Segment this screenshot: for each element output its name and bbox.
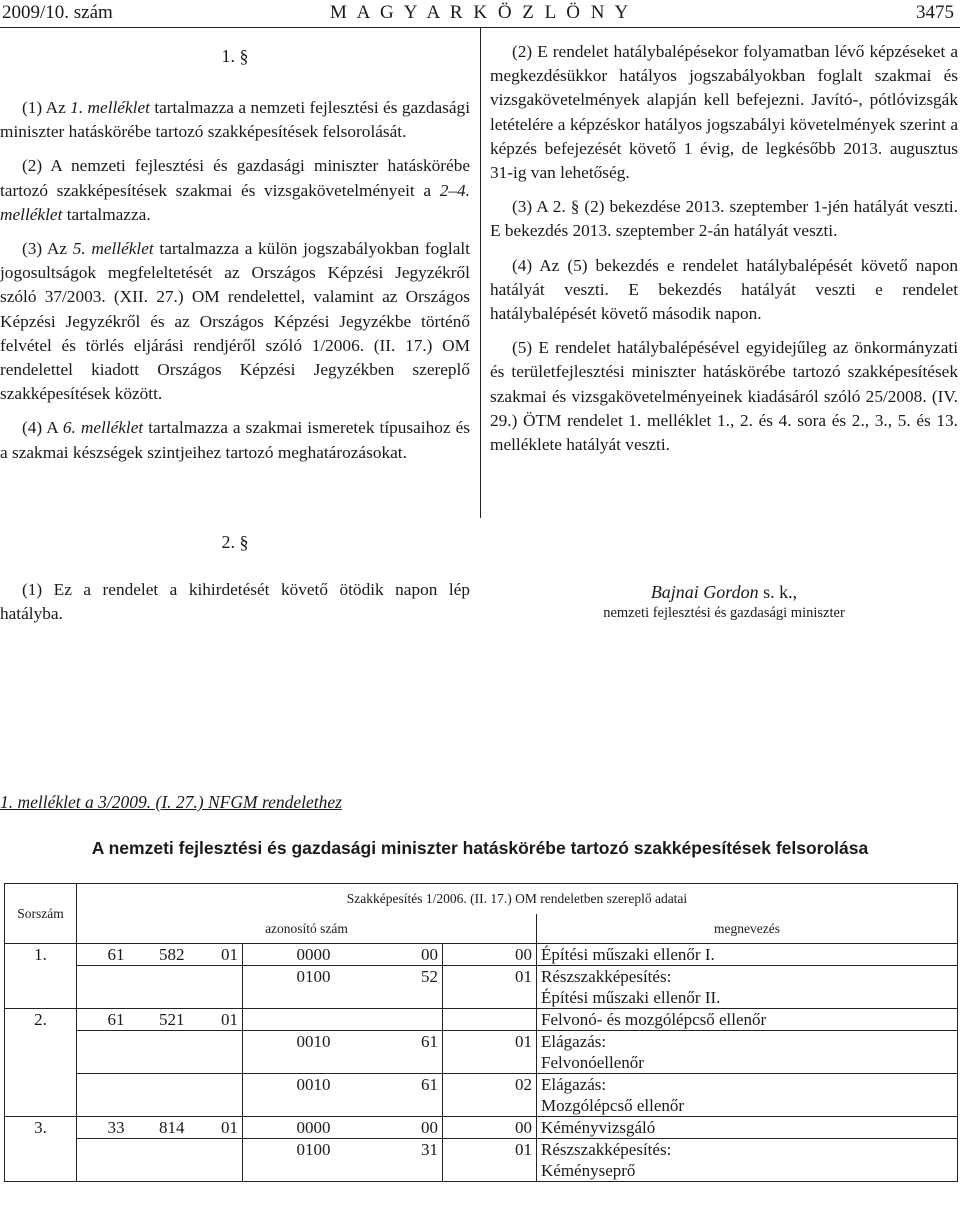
table-cell-name (537, 1117, 958, 1139)
section-1-para-3: (3) Az 5. melléklet tartalmazza a külön jogszabályokban foglalt jogosultságok megfeleltetését az Országos Képzési Jegyzékről szóló 37/2003. (XII. 27.) OM rendelettel, valamint az Országos Képzési Jegyzékről és az Országos Képzési Jegyzékbe történő felvétel és törlés eljárási rendjéről szóló 1/2006. (II. 17.) OM rendelettel kiadott Országos Képzési Jegyzékben szereplő szakképesítések között. (0, 239, 470, 404)
table-cell-n: 1. (5, 944, 77, 966)
qualification-name: Építési műszaki ellenőr I. (541, 945, 715, 964)
table-cell-a: 33 (77, 1117, 129, 1139)
col-header-azonosito: azonosító szám (77, 914, 537, 944)
annex-title: A nemzeti fejlesztési és gazdasági miniszter hatáskörébe tartozó szakképesítések felsorolása (91, 838, 869, 858)
col-header-sorszam: Sorszám (5, 884, 77, 944)
table-cell-n (5, 1074, 77, 1117)
table-cell-f: 00 (443, 1117, 537, 1139)
table-cell-b (129, 966, 189, 1009)
table-cell-a (77, 966, 129, 1009)
table-cell-f: 02 (443, 1074, 537, 1117)
table-row (5, 944, 958, 966)
table-cell-f: 01 (443, 1139, 537, 1182)
table-cell-f: 01 (443, 1031, 537, 1074)
annex-ref-5[interactable]: 5. melléklet (72, 239, 154, 259)
qualification-subname: Mozgólépcső ellenőr (541, 1096, 685, 1115)
section-1-para-1: (1) Az 1. melléklet tartalmazza a nemzeti fejlesztési és gazdasági miniszter hatáskörébe tartozó szakképesítések felsorolását. (0, 98, 470, 142)
table-cell-name (537, 1031, 958, 1074)
table-cell-e: 00 (335, 944, 443, 966)
table-cell-c (189, 1074, 243, 1117)
table-cell-name (537, 1139, 958, 1182)
table-row (5, 1074, 958, 1117)
table-cell-d (243, 1009, 335, 1031)
table-cell-e: 00 (335, 1117, 443, 1139)
table-cell-d: 0100 (243, 1139, 335, 1182)
table-cell-name (537, 944, 958, 966)
right-para-1: (2) E rendelet hatálybalépésekor folyamatban lévő képzéseket a megkezdésükkor hatályos jogszabályokban foglalt szakmai és vizsgakövetelmények alapján kell befejezni. Javító-, pótlóvizsgák letételére a képzéskor hatályos jogszabályi követelmények szerint a képzés befejezését követő 1 évig, de legkésőbb 2013. augusztus 31-ig van lehetőség. (490, 42, 958, 183)
table-cell-c (189, 966, 243, 1009)
table-row (5, 1139, 958, 1182)
table-cell-c: 01 (189, 1117, 243, 1139)
right-para-3: (4) Az (5) bekezdés e rendelet hatálybalépését követő napon hatályát veszti. E bekezdés hatályát veszti e rendelet hatálybalépését követő második napon. (490, 255, 958, 324)
right-para-2: (3) A 2. § (2) bekezdése 2013. szeptember 1-jén hatályát veszti. E bekezdés 2013. szeptember 2-án hatályát veszti. (490, 197, 958, 241)
qualification-name: Kéményvizsgáló (541, 1118, 656, 1137)
qualification-name: Elágazás: (541, 1075, 607, 1094)
table-cell-name (537, 1074, 958, 1117)
table-cell-n (5, 1139, 77, 1182)
table-cell-a (77, 1139, 129, 1182)
qualification-name: Részszakképesítés: (541, 1140, 672, 1159)
table-cell-e: 52 (335, 966, 443, 1009)
table-cell-f (443, 1009, 537, 1031)
signatory-title: nemzeti fejlesztési és gazdasági miniszter (603, 605, 845, 621)
table-cell-c: 01 (189, 944, 243, 966)
table-header-row-2 (5, 914, 958, 944)
table-cell-d: 0000 (243, 944, 335, 966)
table-header-row-1 (5, 884, 958, 914)
qualification-name: Részszakképesítés: (541, 967, 672, 986)
table-cell-a (77, 1031, 129, 1074)
table-cell-e (335, 1009, 443, 1031)
qualification-subname: Felvonóellenőr (541, 1053, 644, 1072)
section-2-para-1: (1) Ez a rendelet a kihirdetését követő ötödik napon lép hatályba. (0, 580, 470, 624)
table-cell-b (129, 1139, 189, 1182)
signature-block (490, 582, 958, 622)
table-cell-a (77, 1074, 129, 1117)
table-cell-f: 01 (443, 966, 537, 1009)
header-page-number: 3475 (916, 2, 954, 23)
right-column-body (490, 40, 958, 457)
table-row (5, 966, 958, 1009)
table-row (5, 1009, 958, 1031)
section-1-heading: 1. § (221, 46, 249, 66)
table-row (5, 1031, 958, 1074)
table-cell-n: 2. (5, 1009, 77, 1031)
section-2-heading: 2. § (221, 532, 249, 552)
table-cell-e: 31 (335, 1139, 443, 1182)
table-cell-a: 61 (77, 944, 129, 966)
table-cell-d: 0000 (243, 1117, 335, 1139)
table-cell-name (537, 1009, 958, 1031)
table-cell-e: 61 (335, 1074, 443, 1117)
qualification-subname: Építési műszaki ellenőr II. (541, 988, 721, 1007)
column-divider (480, 28, 481, 518)
table-cell-b (129, 1074, 189, 1117)
annex-ref-6[interactable]: 6. melléklet (62, 418, 144, 438)
table-cell-c: 01 (189, 1009, 243, 1031)
header-journal-title: M A G Y A R K Ö Z L Ö N Y (330, 2, 632, 23)
table-cell-n (5, 966, 77, 1009)
col-header-megnevezes: megnevezés (537, 914, 958, 944)
section-1-para-2: (2) A nemzeti fejlesztési és gazdasági miniszter hatáskörébe tartozó szakképesítések szakmai és vizsgakövetelményeit a 2–4. melléklet tartalmazza. (0, 156, 470, 224)
table-cell-b: 814 (129, 1117, 189, 1139)
table-cell-n (5, 1031, 77, 1074)
table-cell-c (189, 1031, 243, 1074)
annex-ref-1[interactable]: 1. melléklet (70, 98, 150, 117)
table-cell-n: 3. (5, 1117, 77, 1139)
qualification-name: Felvonó- és mozgólépcső ellenőr (541, 1010, 767, 1029)
qualification-subname: Kéményseprő (541, 1161, 636, 1180)
qualification-name: Elágazás: (541, 1032, 607, 1051)
annex-ref-2-4[interactable]: 2–4. melléklet (0, 180, 470, 224)
signatory-suffix: s. k., (758, 582, 798, 602)
col-header-group: Szakképesítés 1/2006. (II. 17.) OM rendeletben szereplő adatai (77, 884, 958, 914)
table-cell-d: 0010 (243, 1031, 335, 1074)
table-row (5, 1117, 958, 1139)
table-body (5, 944, 958, 1182)
annex-heading: 1. melléklet a 3/2009. (I. 27.) NFGM rendelethez (0, 792, 342, 812)
header-issue: 2009/10. szám (2, 2, 113, 23)
table-cell-a: 61 (77, 1009, 129, 1031)
right-para-4: (5) E rendelet hatálybalépésével egyidejűleg az önkormányzati és területfejlesztési miniszter hatáskörébe tartozó szakképesítések szakmai és vizsgakövetelményeinek kiadásáról szóló 25/2008. (IV. 29.) ÖTM rendelet 1. melléklet 1., 2. és 4. sora és 2., 3., 5. és 13. melléklete hatályát veszti. (490, 338, 958, 455)
qualifications-table (4, 883, 958, 1182)
table-cell-d: 0100 (243, 966, 335, 1009)
table-cell-b: 582 (129, 944, 189, 966)
table-cell-f: 00 (443, 944, 537, 966)
signatory-name: Bajnai Gordon (650, 582, 759, 602)
section-1-body (0, 96, 470, 465)
section-1-para-4: (4) A 6. melléklet tartalmazza a szakmai ismeretek típusaihoz és a szakmai készségek szintjeihez tartozó meghatározásokat. (0, 418, 470, 462)
table-cell-c (189, 1139, 243, 1182)
table-cell-b (129, 1031, 189, 1074)
table-cell-b: 521 (129, 1009, 189, 1031)
table-cell-name (537, 966, 958, 1009)
table-cell-e: 61 (335, 1031, 443, 1074)
table-cell-d: 0010 (243, 1074, 335, 1117)
section-2-body (0, 578, 470, 626)
